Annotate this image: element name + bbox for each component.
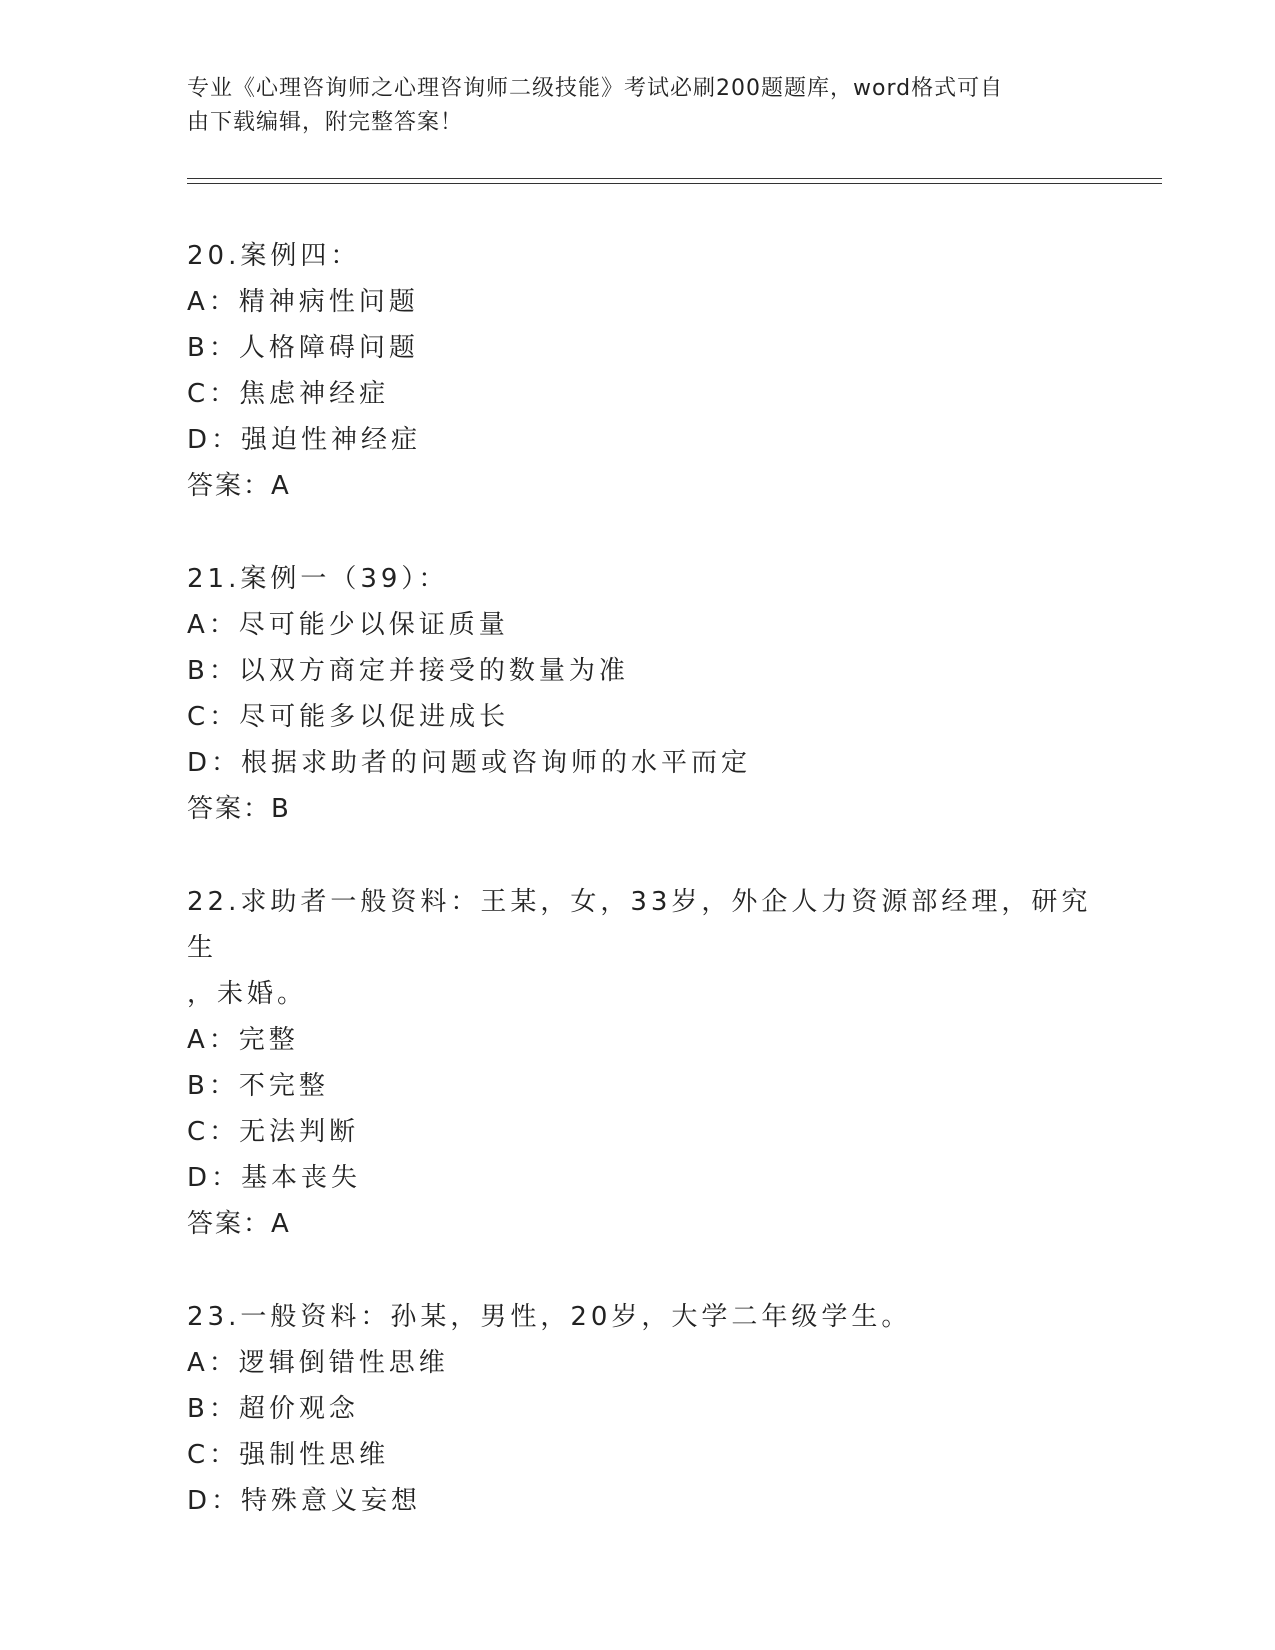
option-text: 精神病性问题	[238, 287, 419, 317]
answer-line	[187, 1201, 1117, 1247]
question-stem: 23.一般资料：孙某，男性，20岁，大学二年级学生。	[187, 1302, 912, 1332]
option-label: B：	[187, 1071, 239, 1101]
option-text: 逻辑倒错性思维	[238, 1348, 449, 1378]
option-a	[187, 1340, 1117, 1386]
question-stem: 20.案例四：	[187, 241, 361, 271]
option-text: 完整	[238, 1025, 299, 1055]
option-label: A：	[187, 1348, 239, 1378]
question-20	[187, 233, 1117, 509]
option-text: 特殊意义妄想	[241, 1486, 422, 1516]
option-label: A：	[187, 610, 239, 640]
option-label: D：	[187, 425, 242, 455]
option-c	[187, 1432, 1117, 1478]
option-label: C：	[187, 702, 240, 732]
header-divider-bottom	[187, 183, 1162, 184]
answer-label: 答案：	[187, 1209, 272, 1239]
option-text: 无法判断	[239, 1117, 360, 1147]
question-list	[187, 233, 1117, 1571]
option-d	[187, 740, 1117, 786]
option-label: A：	[187, 287, 239, 317]
answer-label: 答案：	[187, 794, 272, 824]
option-text: 尽可能多以促进成长	[239, 702, 510, 732]
option-text: 尽可能少以保证质量	[238, 610, 509, 640]
option-c	[187, 694, 1117, 740]
option-text: 焦虑神经症	[239, 379, 390, 409]
option-label: B：	[187, 656, 239, 686]
option-b	[187, 1386, 1117, 1432]
option-text: 基本丧失	[241, 1163, 362, 1193]
question-23	[187, 1294, 1117, 1524]
option-b	[187, 648, 1117, 694]
option-label: B：	[187, 1394, 239, 1424]
option-a	[187, 1017, 1117, 1063]
answer-value: B	[271, 794, 291, 824]
question-stem: 22.求助者一般资料：王某，女，33岁，外企人力资源部经理，研究生	[187, 887, 1092, 963]
option-label: B：	[187, 333, 239, 363]
option-c	[187, 371, 1117, 417]
answer-value: A	[271, 1209, 291, 1239]
answer-label: 答案：	[187, 471, 272, 501]
option-a	[187, 602, 1117, 648]
option-text: 强迫性神经症	[241, 425, 422, 455]
option-text: 根据求助者的问题或咨询师的水平而定	[241, 748, 752, 778]
answer-value: A	[271, 471, 291, 501]
option-text: 人格障碍问题	[238, 333, 419, 363]
question-stem: 21.案例一（39）：	[187, 564, 449, 594]
option-a	[187, 279, 1117, 325]
header-divider-top	[187, 178, 1162, 179]
question-22	[187, 879, 1117, 1247]
option-d	[187, 417, 1117, 463]
intro-line-2: 由下载编辑，附完整答案！	[187, 110, 464, 135]
option-label: D：	[187, 1486, 242, 1516]
option-label: C：	[187, 1440, 240, 1470]
option-text: 超价观念	[238, 1394, 359, 1424]
option-text: 强制性思维	[239, 1440, 390, 1470]
option-label: A：	[187, 1025, 239, 1055]
intro-line-1: 专业《心理咨询师之心理咨询师二级技能》考试必刷200题题库，word格式可自	[187, 76, 1004, 101]
question-stem-continued: ，未婚。	[187, 979, 308, 1009]
answer-line	[187, 463, 1117, 509]
option-label: D：	[187, 748, 242, 778]
option-d	[187, 1155, 1117, 1201]
option-label: D：	[187, 1163, 242, 1193]
document-intro	[187, 72, 1087, 140]
option-d	[187, 1478, 1117, 1524]
option-c	[187, 1109, 1117, 1155]
option-label: C：	[187, 379, 240, 409]
option-b	[187, 325, 1117, 371]
option-text: 以双方商定并接受的数量为准	[238, 656, 629, 686]
option-b	[187, 1063, 1117, 1109]
option-text: 不完整	[238, 1071, 329, 1101]
answer-line	[187, 786, 1117, 832]
question-21	[187, 556, 1117, 832]
option-label: C：	[187, 1117, 240, 1147]
